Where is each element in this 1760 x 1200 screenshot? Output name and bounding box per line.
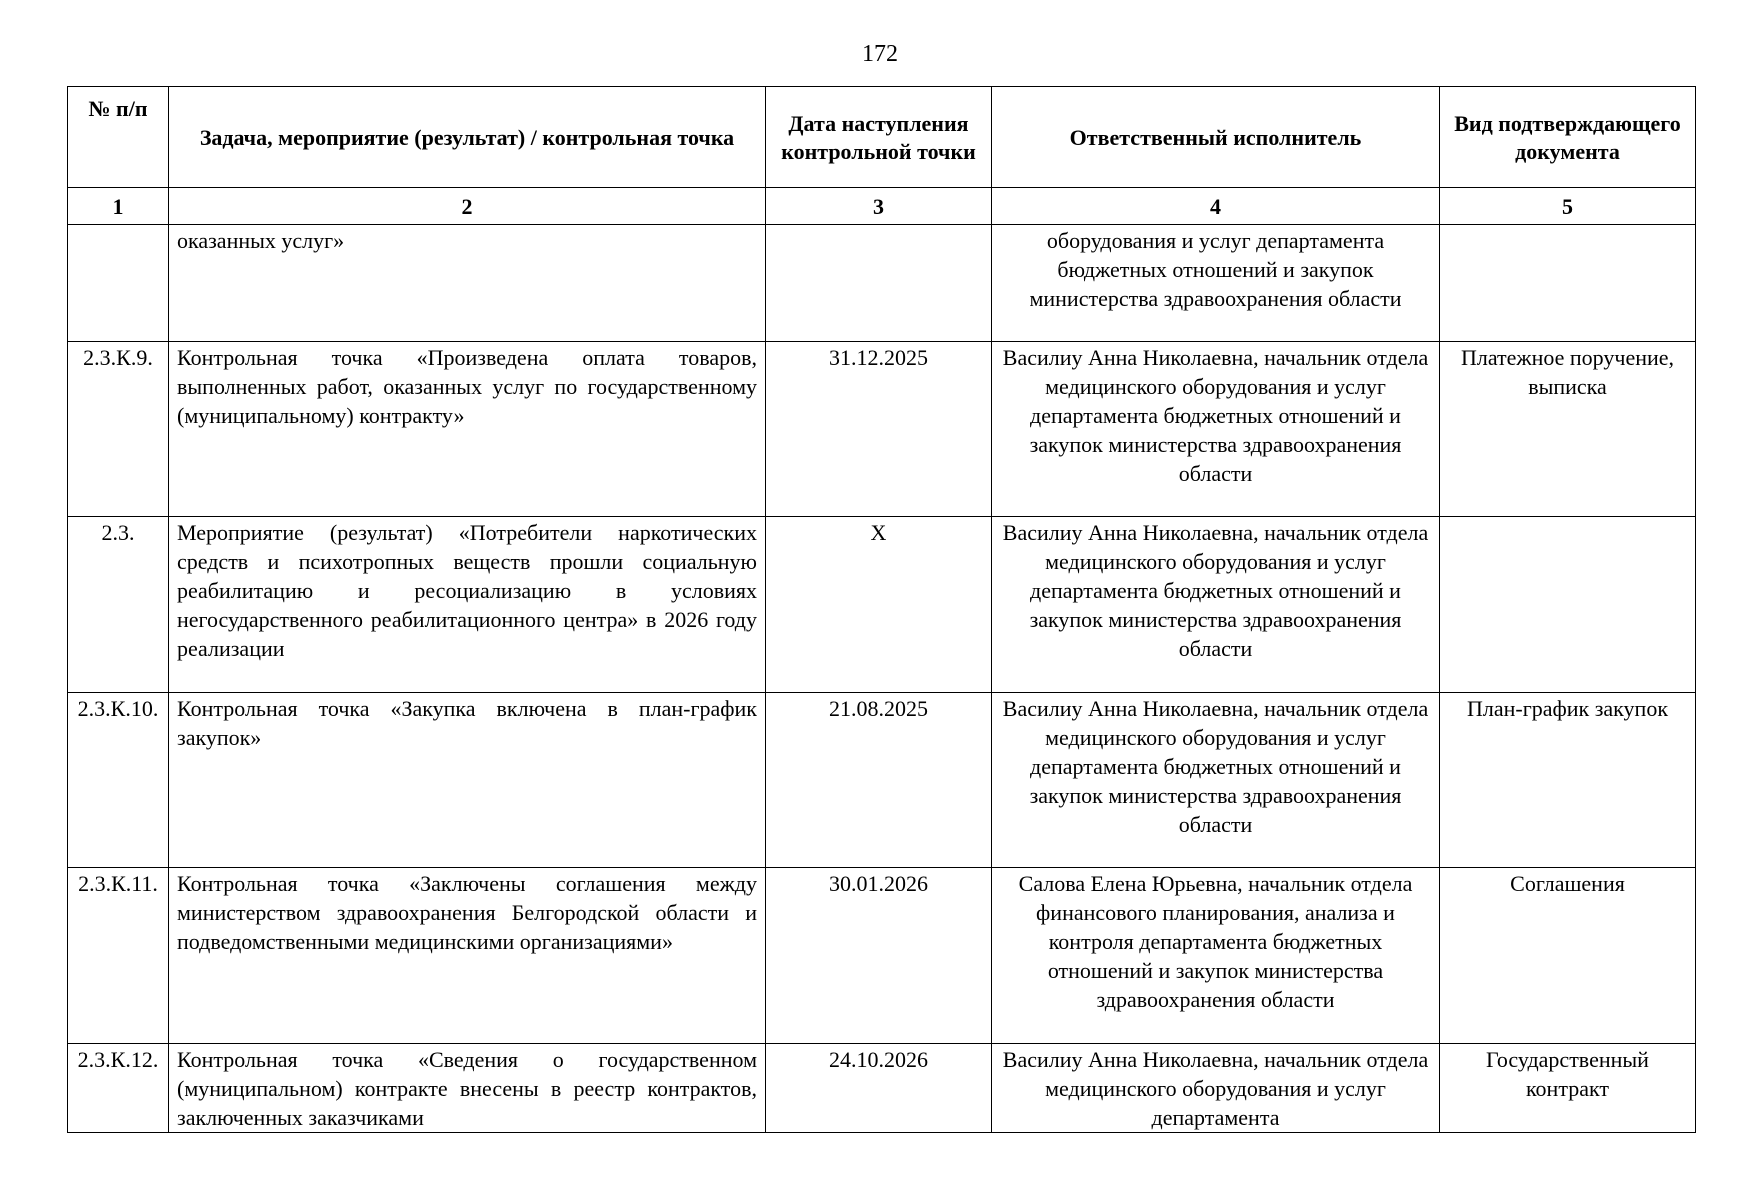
table-row [68,868,1696,1044]
row-date: 30.01.2026 [766,868,992,1044]
row-document [1440,225,1696,342]
row-task: Контрольная точка «Сведения о государственном (муниципальном) контракте внесены в реестр контрактов, заключенных заказчиками [169,1044,766,1133]
row-document: Государственный контракт [1440,1044,1696,1133]
column-number: 2 [169,188,766,225]
header-responsible: Ответственный исполнитель [992,87,1440,188]
row-date: 31.12.2025 [766,342,992,517]
column-number: 1 [68,188,169,225]
page-number: 172 [862,41,898,67]
row-number: 2.3.К.10. [68,693,169,868]
row-number: 2.3.К.9. [68,342,169,517]
control-points-table [67,86,1696,1133]
column-number: 4 [992,188,1440,225]
row-date: 21.08.2025 [766,693,992,868]
row-responsible: оборудования и услуг департамента бюджетных отношений и закупок министерства здравоохранения области [992,225,1440,342]
row-task: Контрольная точка «Закупка включена в план-график закупок» [169,693,766,868]
row-number: 2.3. [68,517,169,693]
row-responsible: Василиу Анна Николаевна, начальник отдела медицинского оборудования и услуг департамента бюджетных отношений и закупок министерства здравоохранения области [992,517,1440,693]
row-date [766,225,992,342]
row-document [1440,517,1696,693]
header-date: Дата наступления контрольной точки [766,87,992,188]
row-date: 24.10.2026 [766,1044,992,1133]
header-task: Задача, мероприятие (результат) / контрольная точка [169,87,766,188]
row-number: 2.3.К.12. [68,1044,169,1133]
table-header-row [68,87,1696,188]
row-responsible: Василиу Анна Николаевна, начальник отдела медицинского оборудования и услуг департамента бюджетных отношений и закупок министерства здравоохранения области [992,342,1440,517]
header-document: Вид подтверждающего документа [1440,87,1696,188]
row-number: 2.3.К.11. [68,868,169,1044]
column-number: 5 [1440,188,1696,225]
row-date: Х [766,517,992,693]
row-responsible: Василиу Анна Николаевна, начальник отдела медицинского оборудования и услуг департамента [992,1044,1440,1133]
table-row [68,1044,1696,1133]
row-task: Контрольная точка «Заключены соглашения между министерством здравоохранения Белгородской области и подведомственными медицинскими организациями» [169,868,766,1044]
row-document: Соглашения [1440,868,1696,1044]
row-responsible: Салова Елена Юрьевна, начальник отдела финансового планирования, анализа и контроля департамента бюджетных отношений и закупок министерства здравоохранения области [992,868,1440,1044]
row-task: Контрольная точка «Произведена оплата товаров, выполненных работ, оказанных услуг по государственному (муниципальному) контракту» [169,342,766,517]
column-number-row [68,188,1696,225]
header-number: № п/п [68,87,169,188]
table-row [68,342,1696,517]
table-row [68,517,1696,693]
row-task: оказанных услуг» [169,225,766,342]
row-document: План-график закупок [1440,693,1696,868]
column-number: 3 [766,188,992,225]
table-row [68,693,1696,868]
table-row [68,225,1696,342]
row-responsible: Василиу Анна Николаевна, начальник отдела медицинского оборудования и услуг департамента бюджетных отношений и закупок министерства здравоохранения области [992,693,1440,868]
row-number [68,225,169,342]
row-task: Мероприятие (результат) «Потребители наркотических средств и психотропных веществ прошли социальную реабилитацию и ресоциализацию в условиях негосударственного реабилитационного центра» в 2026 году реализации [169,517,766,693]
row-document: Платежное поручение, выписка [1440,342,1696,517]
